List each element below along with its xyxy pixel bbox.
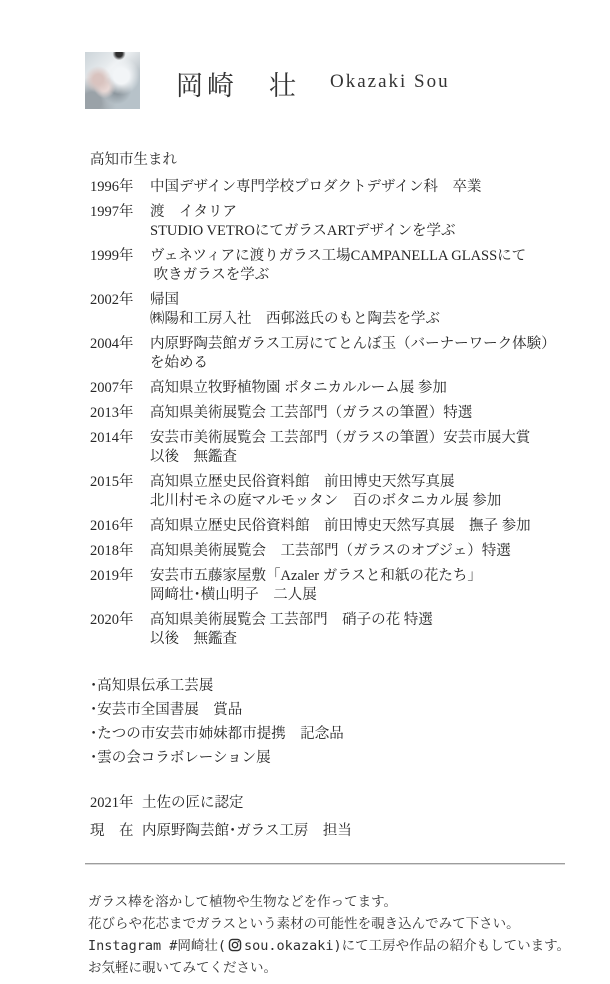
recognition-entry [90, 794, 570, 813]
timeline-year: 2018年 [90, 543, 134, 559]
timeline-entry [90, 335, 570, 373]
timeline-text [150, 567, 482, 605]
award-item [90, 677, 570, 696]
award-label: 雲の会コラボレーション展 [97, 750, 271, 766]
artist-name-japanese: 岡崎 壮 [176, 71, 300, 101]
timeline-year: 2004年 [90, 336, 134, 352]
timeline-line-1: 中国デザイン専門学校プロダクトデザイン科 卒業 [150, 179, 482, 195]
timeline-text [150, 404, 472, 423]
timeline-text [150, 247, 526, 285]
header [0, 0, 610, 109]
timeline-entry [90, 379, 570, 398]
timeline-text [150, 379, 447, 398]
recognition-text: 土佐の匠に認定 [142, 795, 244, 811]
timeline-text [150, 473, 501, 511]
timeline-year: 2020年 [90, 612, 134, 628]
timeline-entry [90, 247, 570, 285]
timeline-line-1: 高知県立牧野植物園 ボタニカルルーム展 参加 [150, 380, 447, 396]
timeline-entry [90, 429, 570, 467]
recognition-text: 内原野陶芸館･ガラス工房 担当 [142, 823, 352, 839]
timeline-line-1: 帰国 [150, 292, 179, 308]
timeline-entry [90, 178, 570, 197]
timeline-entry [90, 611, 570, 649]
recognition-section [90, 794, 570, 841]
award-item [90, 701, 570, 720]
timeline-line-2: ㈱陽和工房入社 西邨滋氏のもと陶芸を学ぶ [150, 311, 440, 327]
recognition-year: 現 在 [90, 823, 134, 839]
timeline-entry [90, 404, 570, 423]
award-item [90, 749, 570, 768]
timeline-text [150, 542, 511, 561]
timeline-line-1: 高知県美術展覧会 工芸部門（ガラスの筆置）特選 [150, 405, 473, 421]
timeline-line-1: 高知県美術展覧会 工芸部門 硝子の花 特選 [150, 612, 433, 628]
timeline-line-1: 安芸市美術展覧会 工芸部門（ガラスの筆置）安芸市展大賞 [150, 430, 531, 446]
timeline-line-1: 内原野陶芸館ガラス工房にてとんぼ玉（バーナーワーク体験）を始める [150, 336, 556, 371]
timeline-line-1: 高知県美術展覧会 工芸部門（ガラスのオブジェ）特選 [150, 543, 511, 559]
timeline [90, 178, 570, 649]
timeline-line-1: 高知県立歴史民俗資料館 前田博史天然写真展 撫子 参加 [150, 518, 531, 534]
timeline-entry [90, 473, 570, 511]
awards-list [90, 677, 570, 768]
timeline-entry [90, 542, 570, 561]
footer-line-4: お気軽に覗いてみてください。 [88, 960, 277, 976]
timeline-year: 2002年 [90, 292, 134, 308]
award-item [90, 725, 570, 744]
timeline-line-1: 高知県立歴史民俗資料館 前田博史天然写真展 [150, 474, 455, 490]
timeline-entry [90, 567, 570, 605]
timeline-year: 1996年 [90, 179, 134, 195]
bullet-dot: ･ [90, 726, 98, 742]
timeline-text [150, 429, 530, 467]
timeline-line-2: 岡﨑壮･横山明子 二人展 [150, 587, 317, 603]
recognition-entry [90, 822, 570, 841]
timeline-line-2: 以後 無鑑査 [150, 449, 237, 465]
instagram-icon [228, 938, 242, 952]
birthplace-text: 高知市生まれ [90, 152, 177, 168]
footer-instagram-post: sou.okazaki)にて工房や作品の紹介もしています。 [244, 938, 570, 954]
timeline-line-1: 安芸市五藤家屋敷「Azaler ガラスと和紙の花たち」 [150, 568, 482, 584]
timeline-line-2: STUDIO VETROにてガラスARTデザインを学ぶ [150, 223, 456, 239]
section-divider [85, 863, 565, 865]
recognition-year: 2021年 [90, 795, 134, 811]
glass-artwork-photo [85, 52, 140, 109]
timeline-entry [90, 291, 570, 329]
footer-line-1: ガラス棒を溶かして植物や生物などを作ってます。 [88, 894, 398, 910]
biography-section [90, 151, 570, 649]
timeline-line-1: ヴェネツィアに渡りガラス工場CAMPANELLA GLASSにて [150, 248, 527, 264]
timeline-text [150, 291, 440, 329]
timeline-year: 2007年 [90, 380, 134, 396]
timeline-line-2: 吹きガラスを学ぶ [150, 267, 270, 283]
award-label: 高知県伝承工芸展 [97, 678, 214, 694]
award-label: 安芸市全国書展 賞品 [97, 702, 243, 718]
timeline-year: 2013年 [90, 405, 134, 421]
timeline-line-2: 以後 無鑑査 [150, 631, 237, 647]
timeline-year: 2014年 [90, 430, 134, 446]
bullet-dot: ･ [90, 750, 98, 766]
timeline-text [150, 203, 456, 241]
timeline-text [150, 517, 531, 536]
award-label: たつの市安芸市姉妹都市提携 記念品 [97, 726, 344, 742]
timeline-line-2: 北川村モネの庭マルモッタン 百のボタニカル展 参加 [150, 493, 502, 509]
footer-line-2: 花びらや花芯までガラスという素材の可能性を覗き込んでみて下さい。 [88, 916, 520, 932]
timeline-text [150, 611, 433, 649]
timeline-year: 1999年 [90, 248, 134, 264]
timeline-year: 2019年 [90, 568, 134, 584]
timeline-entry [90, 517, 570, 536]
artist-name-romanized: Okazaki Sou [330, 71, 450, 92]
timeline-text [150, 335, 570, 373]
timeline-year: 1997年 [90, 204, 134, 220]
bullet-dot: ･ [90, 678, 98, 694]
footer-instagram-pre: Instagram #岡崎壮( [88, 938, 227, 954]
timeline-year: 2015年 [90, 474, 134, 490]
timeline-entry [90, 203, 570, 241]
footer-message [88, 891, 580, 979]
footer-line-3 [88, 935, 580, 957]
timeline-year: 2016年 [90, 518, 134, 534]
timeline-text [150, 178, 481, 197]
timeline-line-1: 渡 イタリア [150, 204, 237, 220]
bullet-dot: ･ [90, 702, 98, 718]
